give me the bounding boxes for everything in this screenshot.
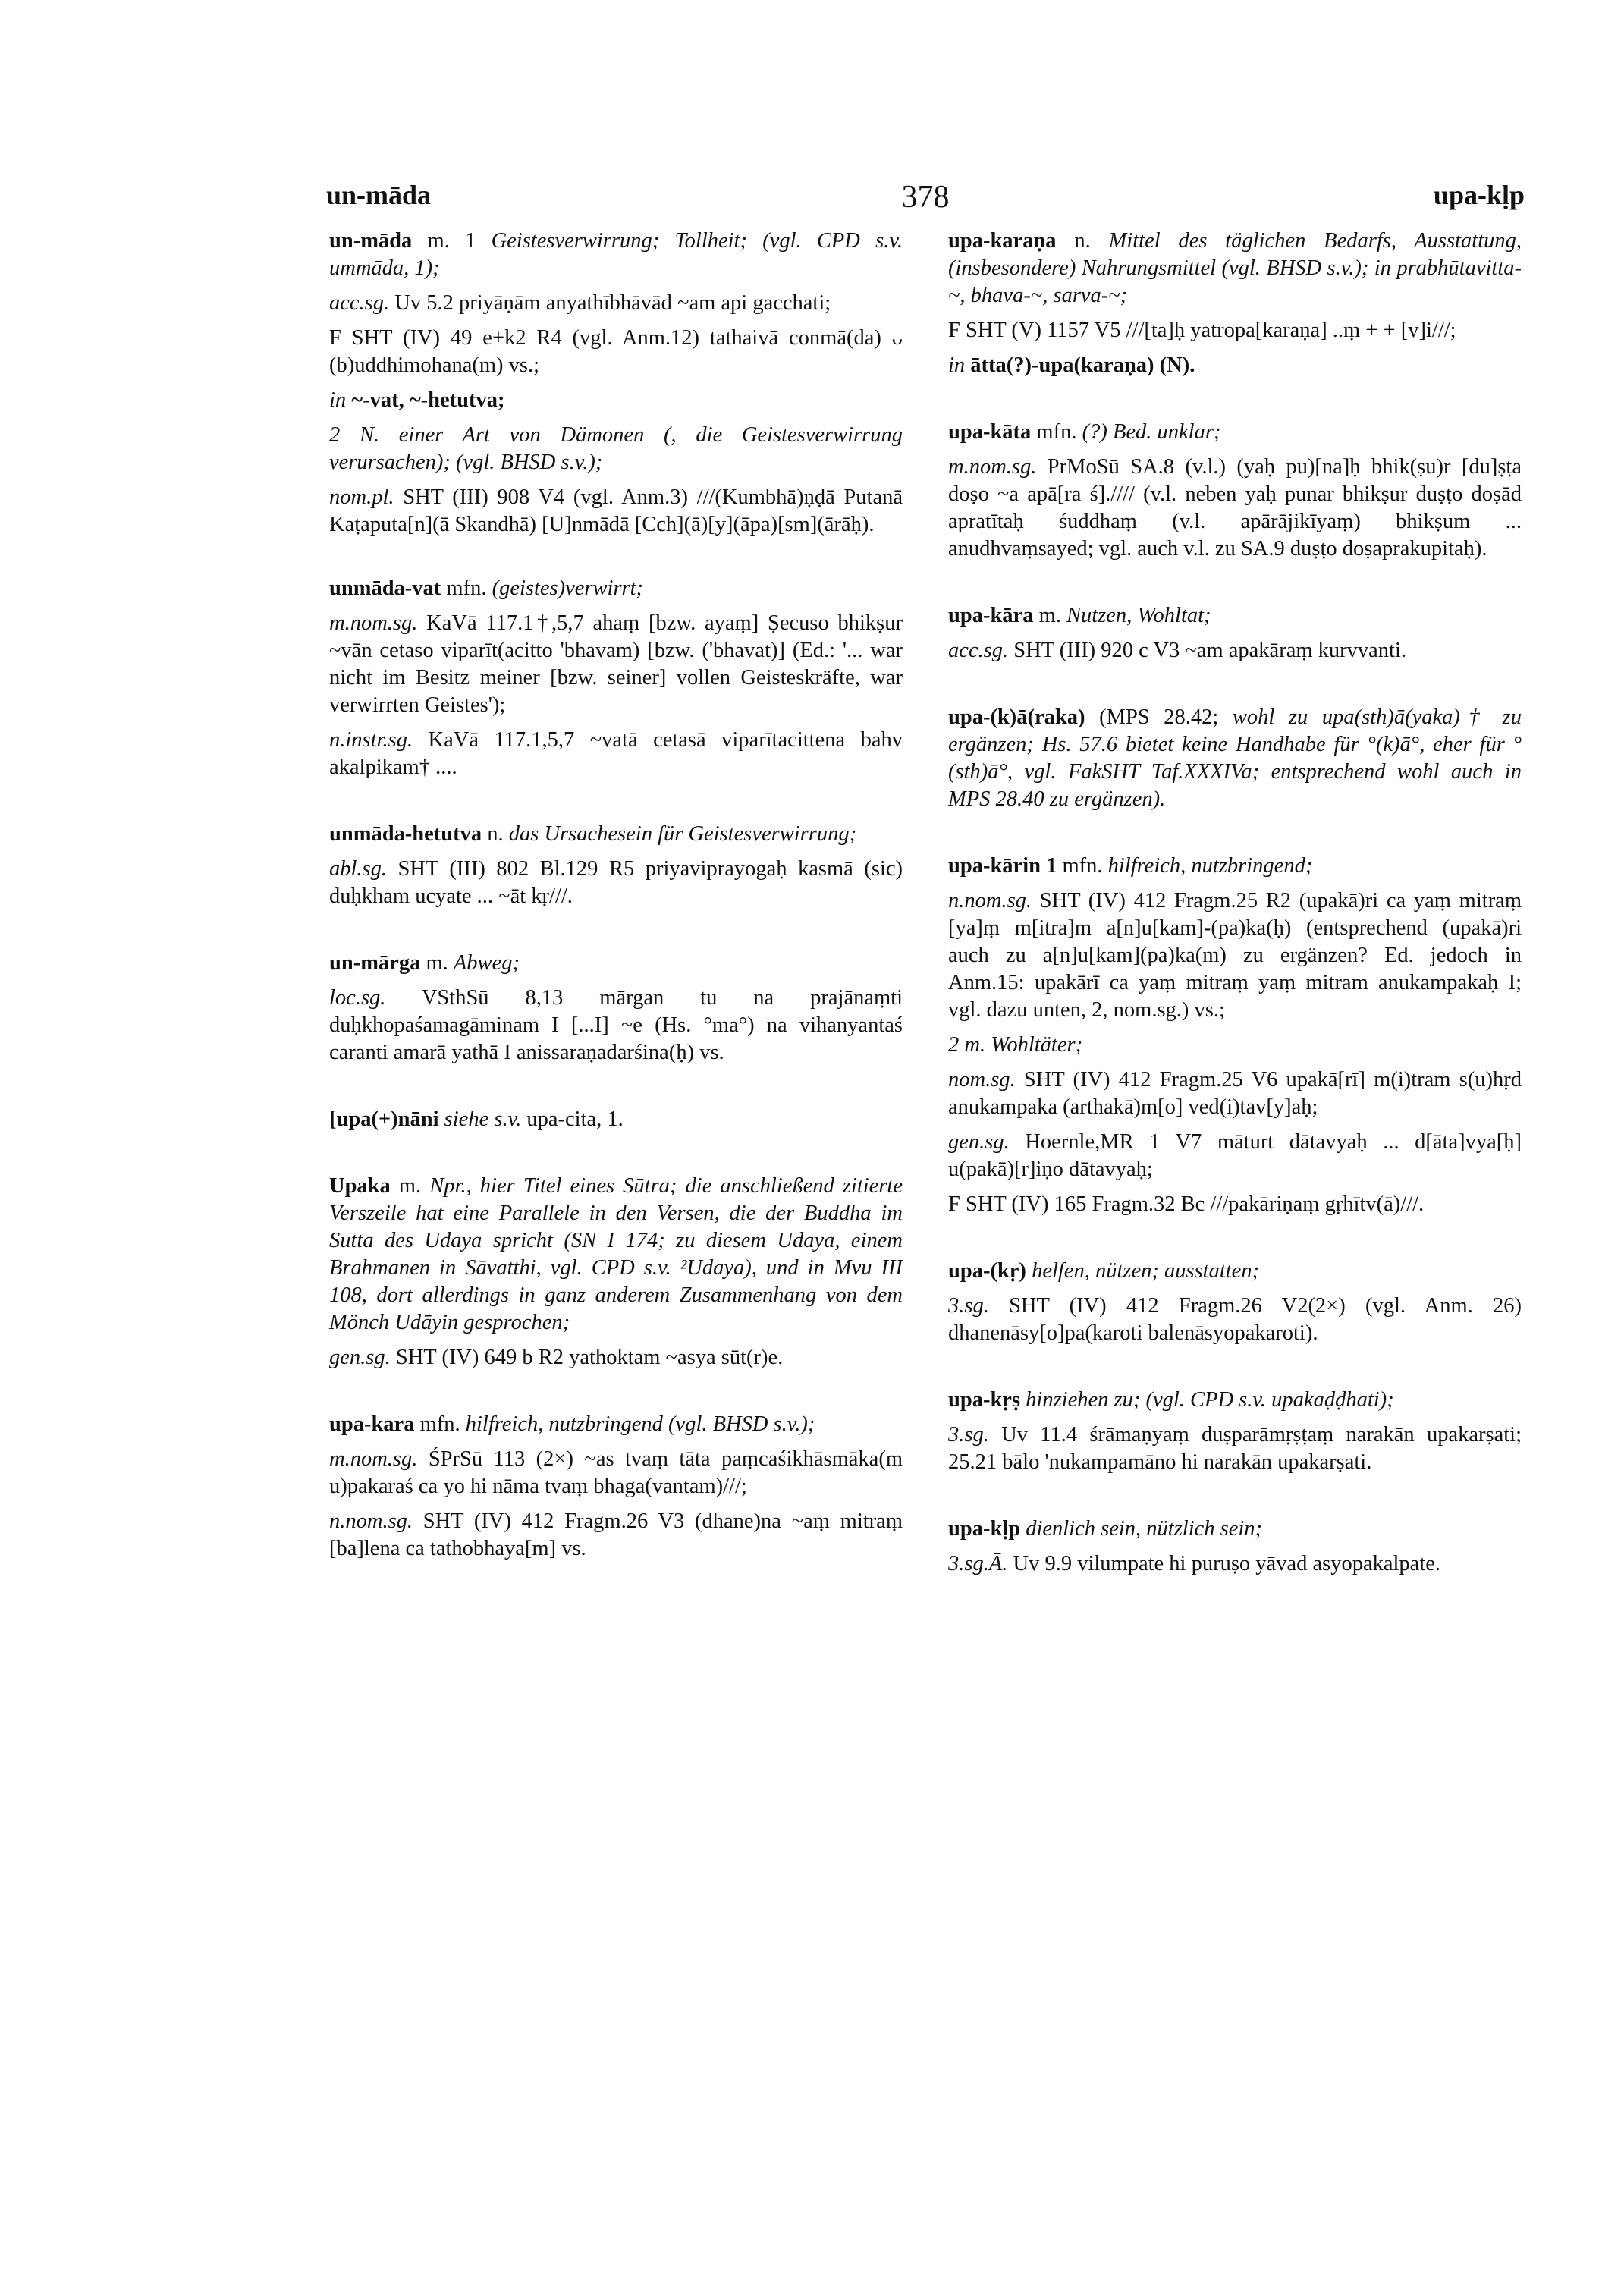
entry-definition	[329, 950, 903, 977]
header-left-catchword: un-māda	[326, 180, 432, 210]
entry-upa-kr	[948, 1258, 1522, 1347]
citation-text: ~-vat, ~-hetutva;	[346, 388, 505, 412]
headword: unmāda-vat	[329, 576, 441, 600]
entry-definition	[948, 1516, 1522, 1543]
definition: hilfreich, nutzbringend;	[1107, 854, 1313, 878]
entry-definition	[948, 1258, 1522, 1285]
citation-text: ātta(?)-upa(karaṇa) (N).	[965, 353, 1195, 377]
citation-text: SHT (IV) 649 b R2 yathoktam ~asya sūt(r)e.	[390, 1346, 784, 1369]
headword: [upa(+)nāni	[329, 1107, 439, 1131]
entry-unmada-hetutva	[329, 821, 903, 910]
grammar: m.	[420, 951, 454, 975]
citation	[948, 1129, 1522, 1183]
entry-upa-karin	[948, 853, 1522, 1218]
citation	[329, 856, 903, 910]
entry-upa-krs	[948, 1387, 1522, 1476]
citation	[329, 290, 903, 317]
left-column	[329, 228, 903, 1602]
citation	[948, 1422, 1522, 1476]
grammar: n.	[482, 822, 509, 846]
entry-definition	[329, 821, 903, 848]
entry-definition	[948, 602, 1522, 630]
case-label: m.nom.sg.	[329, 1447, 418, 1471]
entry-definition	[948, 1387, 1522, 1414]
case-label: 3.sg.	[948, 1423, 989, 1447]
entry-upa-karana	[948, 228, 1522, 379]
citation-text: SHT (IV) 412 Fragm.25 V6 upakā[rī] m(i)tram s(u)hṛd anukampaka (arthakā)m[o] ved(i)tav[y]aḥ;	[948, 1068, 1522, 1119]
entry-definition	[948, 228, 1522, 309]
definition: (?) Bed. unklar;	[1082, 420, 1221, 444]
citation	[948, 887, 1522, 1024]
grammar	[439, 1107, 444, 1131]
citation-text: SHT (IV) 412 Fragm.26 V3 (dhane)na ~aṃ mitraṃ [ba]lena ca tathobhaya[m] vs.	[329, 1509, 903, 1560]
citation	[948, 1293, 1522, 1347]
citation	[329, 387, 903, 414]
case-label: gen.sg.	[948, 1130, 1010, 1154]
headword: unmāda-hetutva	[329, 822, 482, 846]
citation-text: SHT (III) 802 Bl.129 R5 priyaviprayogaḥ kasmā (sic) duḥkham ucyate ... ~āt kṛ///.	[329, 857, 903, 908]
case-label: n.nom.sg.	[948, 889, 1032, 913]
headword: upa-kṛṣ	[948, 1388, 1021, 1412]
definition: wohl zu upa(sth)ā(yaka)† zu ergänzen; Hs. 57.6 bietet keine Handhabe für °(k)ā°, eher für °(sth)ā°, vgl. FakSHT Taf.XXXIVa; entsprechend wohl auch in MPS 28.40 zu ergänzen).	[948, 705, 1522, 811]
citation: F SHT (V) 1157 V5 ///[ta]ḥ yatropa[karaṇa] ..ṃ + + [v]i///;	[948, 319, 1456, 342]
citation-text: SHT (IV) 412 Fragm.26 V2(2×) (vgl. Anm. 26) dhanenāsy[o]pa(karoti balenāsyopakaroti).	[948, 1294, 1522, 1345]
case-label: abl.sg.	[329, 857, 388, 881]
definition: Mittel des täglichen Bedarfs, Ausstattung, (insbesondere) Nahrungsmittel (vgl. BHSD s.v.); in prabhūtavitta-~, bhava-~, sarva-~;	[948, 229, 1522, 307]
citation	[948, 352, 1522, 379]
case-label: 3.sg.Ā.	[948, 1552, 1008, 1575]
citation-text: KaVā 117.1,5,7 ~vatā cetasā viparītacittena bahv akalpikam† ....	[329, 728, 903, 779]
case-label: m.nom.sg.	[948, 455, 1037, 479]
case-label: loc.sg.	[329, 986, 386, 1010]
definition: hilfreich, nutzbringend (vgl. BHSD s.v.);	[465, 1412, 815, 1436]
entry-un-mada	[329, 228, 903, 539]
headword: upa-kara	[329, 1412, 415, 1436]
headword: upa-kārin 1	[948, 854, 1057, 878]
definition: Nutzen, Wohltat;	[1066, 604, 1211, 627]
definition: dienlich sein, nützlich sein;	[1026, 1517, 1263, 1541]
entry-definition	[329, 1106, 903, 1133]
definition: siehe s.v.	[444, 1107, 522, 1131]
citation-text: ŚPrSū 113 (2×) ~as tvaṃ tāta paṃcaśikhāsmāka(m u)pakaraś ca yo hi nāma tvaṃ bhaga(vantam)///;	[329, 1447, 903, 1498]
citation-text: PrMoSū SA.8 (v.l.) (yaḥ pu)[na]ḥ bhik(ṣu)r [du]ṣṭa doṣo ~a apā[ra ś].//// (v.l. neben yaḥ punar bhikṣur duṣṭo doṣād apratītaḥ śuddhaṃ (v.l. apārājikīyaṃ) bhikṣum ... anudhvaṃsayed; vgl. auch v.l. zu SA.9 duṣṭo doṣaprakupitaḥ).	[948, 455, 1522, 561]
citation	[329, 985, 903, 1067]
case-label: nom.sg.	[948, 1068, 1016, 1092]
grammar: n.	[1056, 229, 1109, 253]
entry-upa-kata	[948, 419, 1522, 563]
entry-upa-kara-m	[948, 602, 1522, 664]
case-label: acc.sg.	[329, 291, 390, 315]
headword: upa-kḷp	[948, 1517, 1021, 1541]
citation	[329, 484, 903, 539]
citation-text: KaVā 117.1†,5,7 ahaṃ [bzw. ayaṃ] Ṣecuso bhikṣur ~vān cetaso viparīt(acitto 'bhavam) [bzw. ('bhavat)] (Ed.: '... war nicht im Besitz meiner [bzw. seiner] vollen Geisteskräfte, war verwirrten Geistes');	[329, 611, 903, 717]
case-label: n.instr.sg.	[329, 728, 413, 752]
case-label: in	[329, 388, 347, 412]
headword: upa-(k)ā(raka)	[948, 705, 1085, 729]
page-number: 378	[901, 180, 950, 215]
entry-upa-kara	[329, 1411, 903, 1563]
definition: Npr., hier Titel eines Sūtra; die anschließend zitierte Verszeile hat eine Parallele in den Versen, die der Buddha im Sutta des Udaya spricht (SN I 174; zu diesem Udaya, einem Brahmanen in Sāvatthi, vgl. CPD s.v. ²Udaya), und in Mvu III 108, dort allerdings in ganz anderem Zusammenhang von dem Mönch Udāyin gesprochen;	[329, 1174, 903, 1334]
entry-definition	[948, 853, 1522, 880]
grammar: m. 1	[412, 229, 492, 253]
entry-definition	[329, 1173, 903, 1337]
headword: un-mārga	[329, 951, 421, 975]
grammar: mfn.	[414, 1412, 466, 1436]
case-label: m.nom.sg.	[329, 611, 418, 635]
citation	[948, 637, 1522, 664]
citation-text: SHT (IV) 412 Fragm.25 R2 (upakā)ri ca yaṃ mitraṃ [ya]ṃ m[itra]m a[n]u[kam]-(pa)ka(ḥ) (entsprechend (upakā)ri auch zu a[n]u[kam](pa)ka(m) zu ergänzen? Ed. jedoch in Anm.15: upakārī ca yaṃ mitraṃ yaṃ mitram anukampakaḥ I; vgl. dazu unten, 2, nom.sg.) vs.;	[948, 889, 1522, 1022]
citation: F SHT (IV) 49 e+k2 R4 (vgl. Anm.12) tathaivā conmā(da) ᴗ (b)uddhimohana(m) vs.;	[329, 326, 903, 377]
citation	[329, 1446, 903, 1500]
grammar: mfn.	[1031, 420, 1082, 444]
sense-2: 2 N. einer Art von Dämonen (, die Geistesverwirrung verursachen); (vgl. BHSD s.v.);	[329, 423, 903, 474]
definition: hinziehen zu; (vgl. CPD s.v. upakaḍḍhati);	[1026, 1388, 1394, 1412]
citation	[948, 454, 1522, 563]
right-column	[948, 228, 1522, 1617]
definition: Abweg;	[453, 951, 520, 975]
grammar: mfn.	[1057, 854, 1108, 878]
entry-upa-klp	[948, 1516, 1522, 1578]
grammar: m.	[1033, 604, 1066, 627]
entry-definition	[329, 575, 903, 602]
citation	[948, 1550, 1522, 1578]
headword: Upaka	[329, 1174, 391, 1198]
headword: upa-kāta	[948, 420, 1032, 444]
citation-text: SHT (III) 920 c V3 ~am apakāraṃ kurvvanti.	[1008, 639, 1406, 662]
entry-definition	[329, 228, 903, 282]
grammar: mfn.	[441, 576, 492, 600]
definition: Geistesverwirrung; Tollheit; (vgl. CPD s.v. ummāda, 1);	[329, 229, 903, 280]
citation-text: VSthSū 8,13 mārgan tu na prajānaṃti duḥkhopaśamagāminam I [...I] ~e (Hs. °ma°) na vihanyantaś caranti amarā yathā I anissaraṇadarśina(ḥ) vs.	[329, 986, 903, 1064]
definition: helfen, nützen; ausstatten;	[1032, 1259, 1260, 1283]
entry-upaka	[329, 1173, 903, 1371]
citation-text: Uv 9.9 vilumpate hi puruṣo yāvad asyopakalpate.	[1007, 1552, 1441, 1575]
headword: upa-kāra	[948, 604, 1034, 627]
entry-definition	[948, 419, 1522, 446]
definition: (geistes)verwirrt;	[492, 576, 644, 600]
entry-definition	[948, 704, 1522, 813]
citation-text: Hoernle,MR 1 V7 māturt dātavyaḥ ... d[āta]vya[ḥ] u(pakā)[r]iṇo dātavyaḥ;	[948, 1130, 1522, 1181]
sense-2: 2 m. Wohltäter;	[948, 1033, 1083, 1057]
headword: upa-(kṛ)	[948, 1259, 1026, 1283]
entry-upa-karaka	[948, 704, 1522, 813]
citation	[329, 610, 903, 719]
citation	[329, 1344, 903, 1371]
definition: das Ursachesein für Geistesverwirrung;	[508, 822, 857, 846]
headword: upa-karaṇa	[948, 229, 1057, 253]
citation-text: Uv 5.2 priyāṇām anyathībhāvād ~am api gacchati;	[389, 291, 831, 315]
entry-unmada-vat	[329, 575, 903, 781]
case-label: n.nom.sg.	[329, 1509, 413, 1533]
headword: un-māda	[329, 229, 413, 253]
case-label: 3.sg.	[948, 1294, 989, 1318]
grammar: m.	[390, 1174, 430, 1198]
citation-text: Uv 11.4 śrāmaṇyaṃ duṣparāmṛṣṭaṃ narakān upakarṣati; 25.21 bālo 'nukampamāno hi narakān upakarṣati.	[948, 1423, 1522, 1474]
case-label: gen.sg.	[329, 1346, 391, 1369]
citation	[948, 1067, 1522, 1121]
case-label: acc.sg.	[948, 639, 1009, 662]
case-label: nom.pl.	[329, 485, 394, 509]
running-head	[326, 179, 1525, 217]
grammar: (MPS 28.42;	[1085, 705, 1233, 729]
citation	[329, 727, 903, 781]
citation: F SHT (IV) 165 Fragm.32 Bc ///pakāriṇaṃ gṛhītv(ā)///.	[948, 1192, 1425, 1216]
header-right-catchword: upa-kḷp	[1433, 180, 1525, 210]
entry-un-marga	[329, 950, 903, 1067]
citation-text: SHT (III) 908 V4 (vgl. Anm.3) ///(Kumbhā)ṇḍā Putanā Kaṭaputa[n](ā Skandhā) [U]nmādā [Cch](ā)[y](āpa)[sm](ārāḥ).	[329, 485, 903, 536]
citation	[329, 1508, 903, 1563]
entry-definition	[329, 1411, 903, 1438]
grammar	[1026, 1259, 1032, 1283]
case-label: in	[948, 353, 966, 377]
entry-upa-nani	[329, 1106, 903, 1133]
cross-reference: upa-cita, 1.	[521, 1107, 624, 1131]
